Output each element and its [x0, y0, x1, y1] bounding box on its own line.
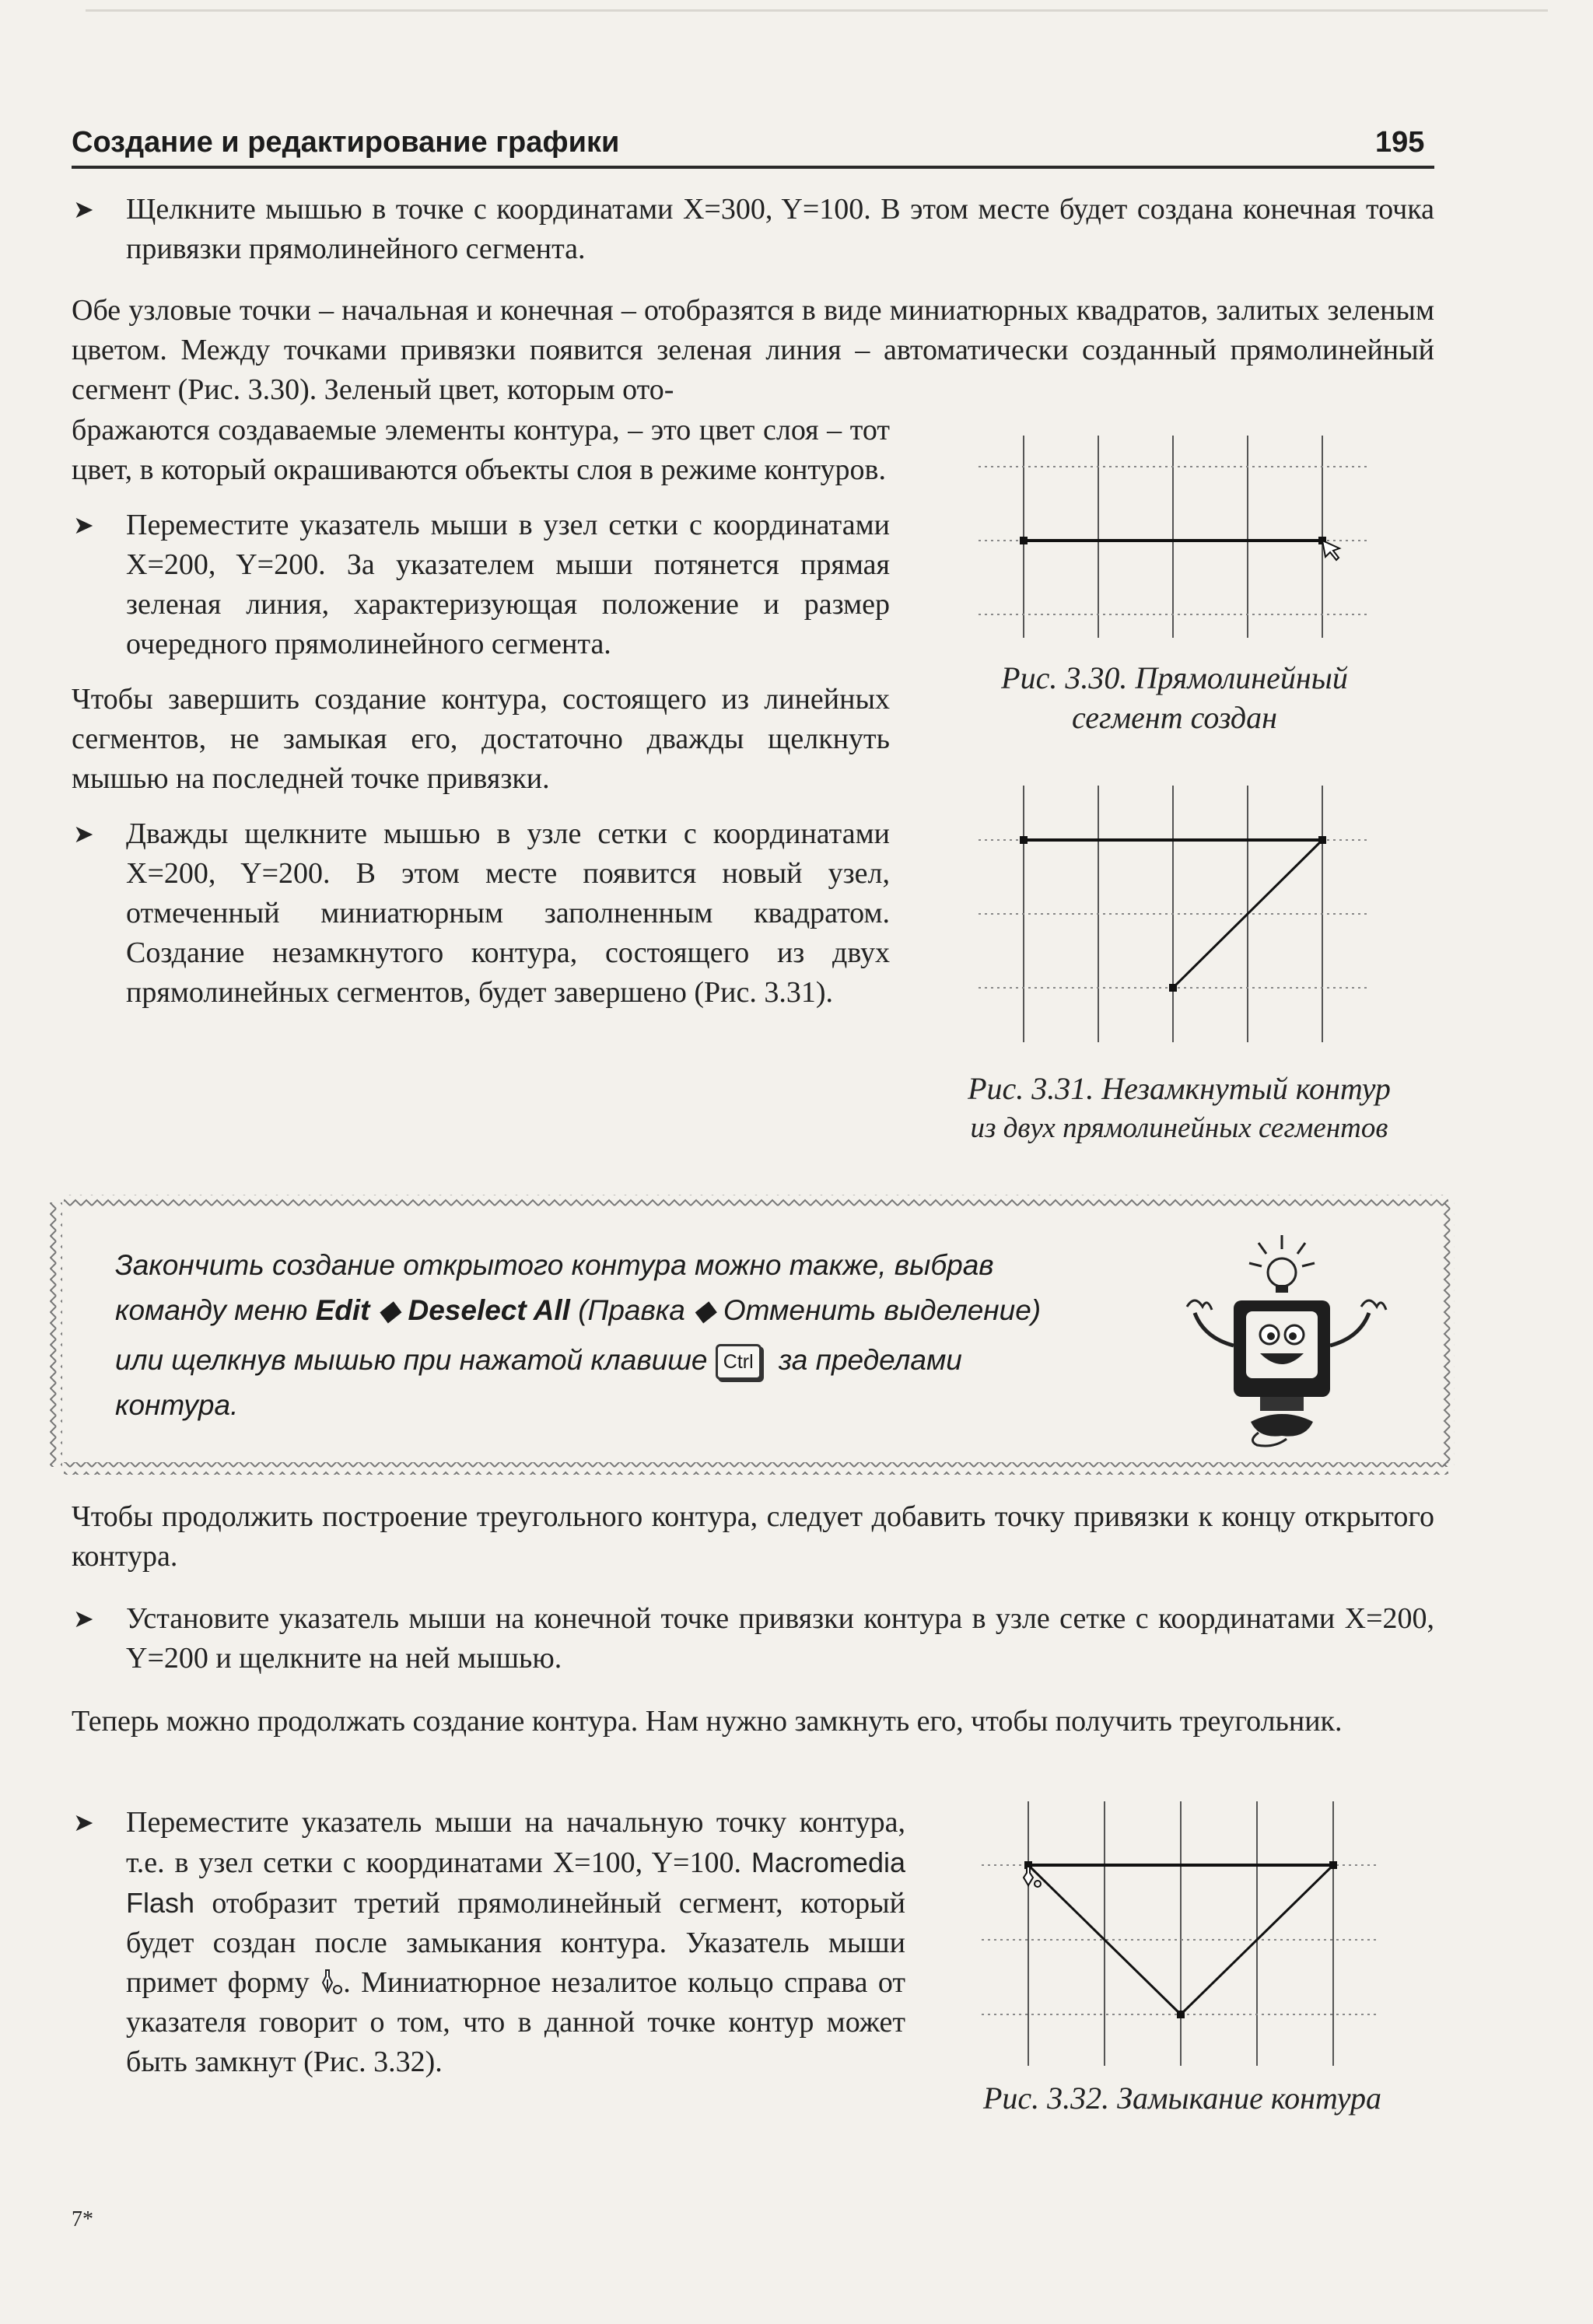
paragraph-3	[72, 1497, 1434, 1577]
bullet-item-3	[72, 814, 890, 1013]
product-name: Macromedia Flash	[126, 1846, 905, 1919]
bullet-item-1	[72, 190, 1434, 269]
menu-edit: Edit	[315, 1294, 370, 1326]
bullet-text-part: Переместите указатель мыши на начальную точку контура, т.е. в узел сетки с координатами X=100, Y=100.	[126, 1806, 905, 1879]
paragraph-2: Чтобы завершить создание контура, состоящего из линейных сегментов, не замыкая его, достаточно дважды щелкнуть мышью на последней точке привязки.	[72, 683, 890, 795]
anchor-point	[1020, 537, 1028, 544]
bullet-item-5	[72, 1803, 905, 2082]
sheet-signature: 7*	[72, 2207, 93, 2231]
anchor-point	[1329, 1861, 1337, 1869]
bullet-arrow-icon: ➤	[73, 1604, 94, 1633]
bullet-text-part: отобразит третий прямолинейный сегмент, который будет создан после замыкания контура. Указатель мыши примет форму	[126, 1887, 906, 1999]
bullet-arrow-icon: ➤	[73, 510, 94, 540]
bullet-item-4	[72, 1599, 1434, 1678]
anchor-point	[1177, 2011, 1185, 2018]
bullet-arrow-icon: ➤	[73, 194, 94, 224]
mascot-icon	[1173, 1229, 1391, 1454]
bullet-text: Установите указатель мыши на конечной точке привязки контура в узле сетке с координатами X=200, Y=200 и щелкните на ней мышью.	[126, 1602, 1434, 1675]
menu-separator-icon: ◆	[377, 1294, 401, 1326]
paragraph-text: Чтобы продолжить построение треугольного контура, следует добавить точку привязки к концу открытого контура.	[72, 1500, 1434, 1573]
figure-3-32-diagram	[974, 1801, 1386, 2066]
paragraph-1	[72, 291, 1434, 410]
note-line: или щелкнув мышью при нажатой клавише Ctrl за пределами	[115, 1338, 1235, 1383]
bullet-arrow-icon: ➤	[73, 1808, 94, 1837]
header-rule	[72, 166, 1434, 169]
figure-3-32-caption	[933, 2078, 1431, 2118]
paragraph-text: Теперь можно продолжать создание контура. Нам нужно замкнуть его, чтобы получить треугольник.	[72, 1705, 1343, 1738]
bullet-text-part: . Миниатюрное незалитое кольцо справа от указателя говорит о том, что в данной точке контур может быть замкнут (Рис. 3.32).	[126, 1966, 906, 2078]
paragraph-4	[72, 1702, 1434, 1741]
note-line: Закончить создание открытого контура можно также, выбрав	[115, 1249, 994, 1281]
paragraph-text: Обе узловые точки – начальная и конечная – отобразятся в виде миниатюрных квадратов, залитых зеленым цветом. Между точками привязки появится зеленая линия – автоматически созданный прямолинейный сегмент (Рис. 3.30). Зеленый цвет, которым ото-	[72, 294, 1434, 406]
bullet-text: Переместите указатель мыши в узел сетки с координатами X=200, Y=200. За указателем мыши потянется прямая зеленая линия, характеризующая положение и размер очередного прямолинейного сегмента.	[126, 509, 890, 660]
note-line: контура.	[115, 1389, 239, 1421]
anchor-point	[1169, 984, 1177, 992]
menu-separator-icon: ◆	[693, 1294, 716, 1326]
figure-3-30-diagram	[971, 436, 1375, 653]
lightbulb-icon	[1268, 1258, 1296, 1286]
bullet-text: Дважды щелкните мышью в узле сетки с координатами X=200, Y=200. В этом месте появится новый узел, отмеченный миниатюрным заполненным квадратом. Создание незамкнутого контура, состоящего из двух прямолинейных сегментов, будет завершено (Рис. 3.31).	[126, 817, 890, 1009]
ctrl-key-icon: Ctrl	[716, 1344, 761, 1380]
caption-line: Рис. 3.30. Прямолинейный	[1001, 660, 1348, 695]
menu-deselect-all: Deselect All	[408, 1294, 570, 1326]
note-line: команду меню Edit ◆ Deselect All (Правка ◆ Отменить выделение)	[115, 1294, 1042, 1326]
caption-line: Рис. 3.31. Незамкнутый контур	[968, 1071, 1391, 1106]
bullet-item-2	[72, 506, 890, 664]
figure-3-31-diagram	[971, 786, 1375, 1042]
anchor-point	[1318, 836, 1326, 844]
page-number: 195	[1375, 126, 1425, 159]
bullet-text: Щелкните мышью в точке с координатами X=300, Y=100. В этом месте будет создана конечная точка привязки прямолинейного сегмента.	[126, 193, 1434, 265]
pen-close-cursor-icon	[320, 1969, 343, 1997]
anchor-point	[1020, 836, 1028, 844]
bullet-arrow-icon: ➤	[73, 819, 94, 849]
page-top-edge	[86, 9, 1548, 12]
caption-line: из двух прямолинейных сегментов	[970, 1112, 1388, 1144]
arrow-cursor-icon	[1322, 541, 1339, 560]
paragraph-1-continued: бражаются создаваемые элементы контура, – это цвет слоя – тот цвет, в который окрашиваются объекты слоя в режиме контуров.	[72, 414, 890, 486]
running-header-title: Создание и редактирование графики	[72, 126, 620, 159]
figure-3-31-caption	[915, 1069, 1444, 1148]
left-column-block-1	[72, 411, 890, 1013]
figure-3-30-caption	[933, 658, 1416, 737]
caption-line: сегмент создан	[1072, 700, 1277, 735]
note-text-block	[115, 1243, 1235, 1428]
caption-line: Рис. 3.32. Замыкание контура	[982, 2081, 1382, 2116]
